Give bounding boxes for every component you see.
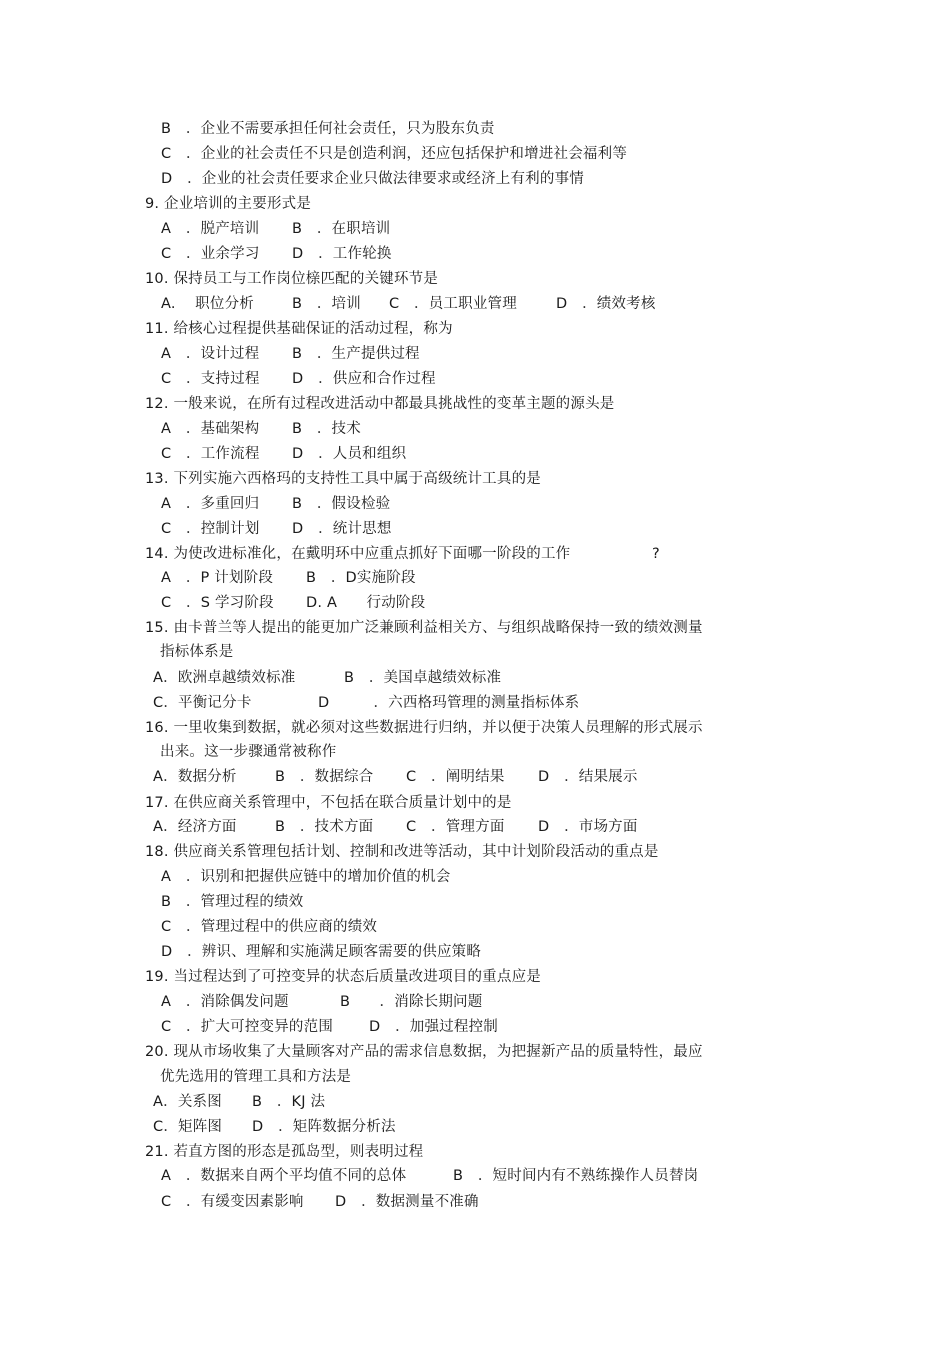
question-11-stem: 11. 给核心过程提供基础保证的活动过程，称为: [145, 321, 453, 337]
option-c: C．平衡记分卡: [153, 695, 252, 711]
option-b: B ．企业不需要承担任何社会责任，只为股东负责: [161, 121, 495, 137]
option-d: D. A 行动阶段: [306, 595, 426, 611]
option-b: B ．培训: [292, 296, 361, 312]
question-19-stem: 19. 当过程达到了可控变异的状态后质量改进项目的重点应是: [145, 969, 541, 985]
question-21-stem: 21. 若直方图的形态是孤岛型，则表明过程: [145, 1144, 424, 1160]
option-c: C ．企业的社会责任不只是创造利润，还应包括保护和增进社会福利等: [161, 146, 628, 162]
option-d: D ．矩阵数据分析法: [252, 1119, 396, 1135]
option-c: C ．业余学习: [161, 246, 260, 262]
option-d: D ．市场方面: [538, 819, 638, 835]
question-20-stem: 20. 现从市场收集了大量顾客对产品的需求信息数据，为把握新产品的质量特性，最应: [145, 1044, 703, 1060]
option-d: D ．供应和合作过程: [292, 371, 436, 387]
option-d: D ．人员和组织: [292, 446, 407, 462]
option-c: C ．管理方面: [406, 819, 505, 835]
option-b: B ．生产提供过程: [292, 346, 420, 362]
option-a: A．经济方面: [153, 819, 237, 835]
option-b: B ．KJ 法: [252, 1094, 326, 1110]
question-13-stem: 13. 下列实施六西格玛的支持性工具中属于高级统计工具的是: [145, 471, 541, 487]
option-a: A ．消除偶发问题: [161, 994, 289, 1010]
option-a: A ．识别和把握供应链中的增加价值的机会: [161, 869, 451, 885]
question-15-stem-cont: 指标体系是: [160, 644, 234, 660]
option-a: A．数据分析: [153, 769, 237, 785]
option-d: D ．统计思想: [292, 521, 392, 537]
option-d: D ．辨识、理解和实施满足顾客需要的供应策略: [161, 944, 482, 960]
question-15-stem: 15. 由卡普兰等人提出的能更加广泛兼顾利益相关方、与组织战略保持一致的绩效测量: [145, 620, 703, 636]
question-16-stem-cont: 出来。这一步骤通常被称作: [160, 744, 337, 760]
option-a: A. 职位分析: [161, 296, 254, 312]
option-a: A．欧洲卓越绩效标准: [153, 670, 296, 686]
question-mark: ?: [652, 546, 660, 562]
option-d: D ．绩效考核: [556, 296, 656, 312]
option-b: B ．管理过程的绩效: [161, 894, 304, 910]
question-17-stem: 17. 在供应商关系管理中，不包括在联合质量计划中的是: [145, 795, 512, 811]
question-18-stem: 18. 供应商关系管理包括计划、控制和改进等活动，其中计划阶段活动的重点是: [145, 844, 659, 860]
option-a: A ．多重回归: [161, 496, 260, 512]
option-b: B ．D实施阶段: [306, 570, 416, 586]
option-d: D ．企业的社会责任要求企业只做法律要求或经济上有利的事情: [161, 171, 584, 187]
option-c: C ．控制计划: [161, 521, 260, 537]
option-b: B ．数据综合: [275, 769, 374, 785]
option-c: C ．阐明结果: [406, 769, 505, 785]
option-b: B ．消除长期问题: [340, 994, 483, 1010]
question-14-stem: [145, 545, 660, 563]
option-a: A ．基础架构: [161, 421, 260, 437]
option-b: B ．技术方面: [275, 819, 374, 835]
option-c: C ．工作流程: [161, 446, 260, 462]
option-d: D ．六西格玛管理的测量指标体系: [318, 695, 580, 711]
option-c: C ．支持过程: [161, 371, 260, 387]
question-16-stem: 16. 一里收集到数据，就必须对这些数据进行归纳，并以便于决策人员理解的形式展示: [145, 720, 703, 736]
option-c: C ．员工职业管理: [389, 296, 517, 312]
option-a: A ．P 计划阶段: [161, 570, 274, 586]
option-d: D ．数据测量不准确: [335, 1194, 479, 1210]
option-b: B ．美国卓越绩效标准: [344, 670, 502, 686]
option-d: D ．加强过程控制: [369, 1019, 498, 1035]
question-9-stem: 9. 企业培训的主要形式是: [145, 196, 312, 212]
option-b: B ．假设检验: [292, 496, 391, 512]
option-c: C ．有缓变因素影响: [161, 1194, 304, 1210]
option-c: C ．扩大可控变异的范围: [161, 1019, 334, 1035]
option-c: C ．管理过程中的供应商的绩效: [161, 919, 378, 935]
option-a: A ．脱产培训: [161, 221, 260, 237]
option-a: A ．设计过程: [161, 346, 260, 362]
question-20-stem-cont: 优先选用的管理工具和方法是: [160, 1069, 352, 1085]
question-14-text: 14. 为使改进标准化，在戴明环中应重点抓好下面哪一阶段的工作: [145, 546, 571, 562]
option-a: A ．数据来自两个平均值不同的总体: [161, 1168, 407, 1184]
question-12-stem: 12. 一般来说，在所有过程改进活动中都最具挑战性的变革主题的源头是: [145, 396, 615, 412]
option-d: D ．结果展示: [538, 769, 638, 785]
option-b: B ．短时间内有不熟练操作人员替岗: [453, 1168, 699, 1184]
option-a: A．关系图: [153, 1094, 222, 1110]
option-c: C．矩阵图: [153, 1119, 223, 1135]
option-b: B ．在职培训: [292, 221, 391, 237]
option-d: D ．工作轮换: [292, 246, 392, 262]
option-b: B ．技术: [292, 421, 361, 437]
option-c: C ．S 学习阶段: [161, 595, 274, 611]
question-10-stem: 10. 保持员工与工作岗位榇匹配的关键环节是: [145, 271, 439, 287]
